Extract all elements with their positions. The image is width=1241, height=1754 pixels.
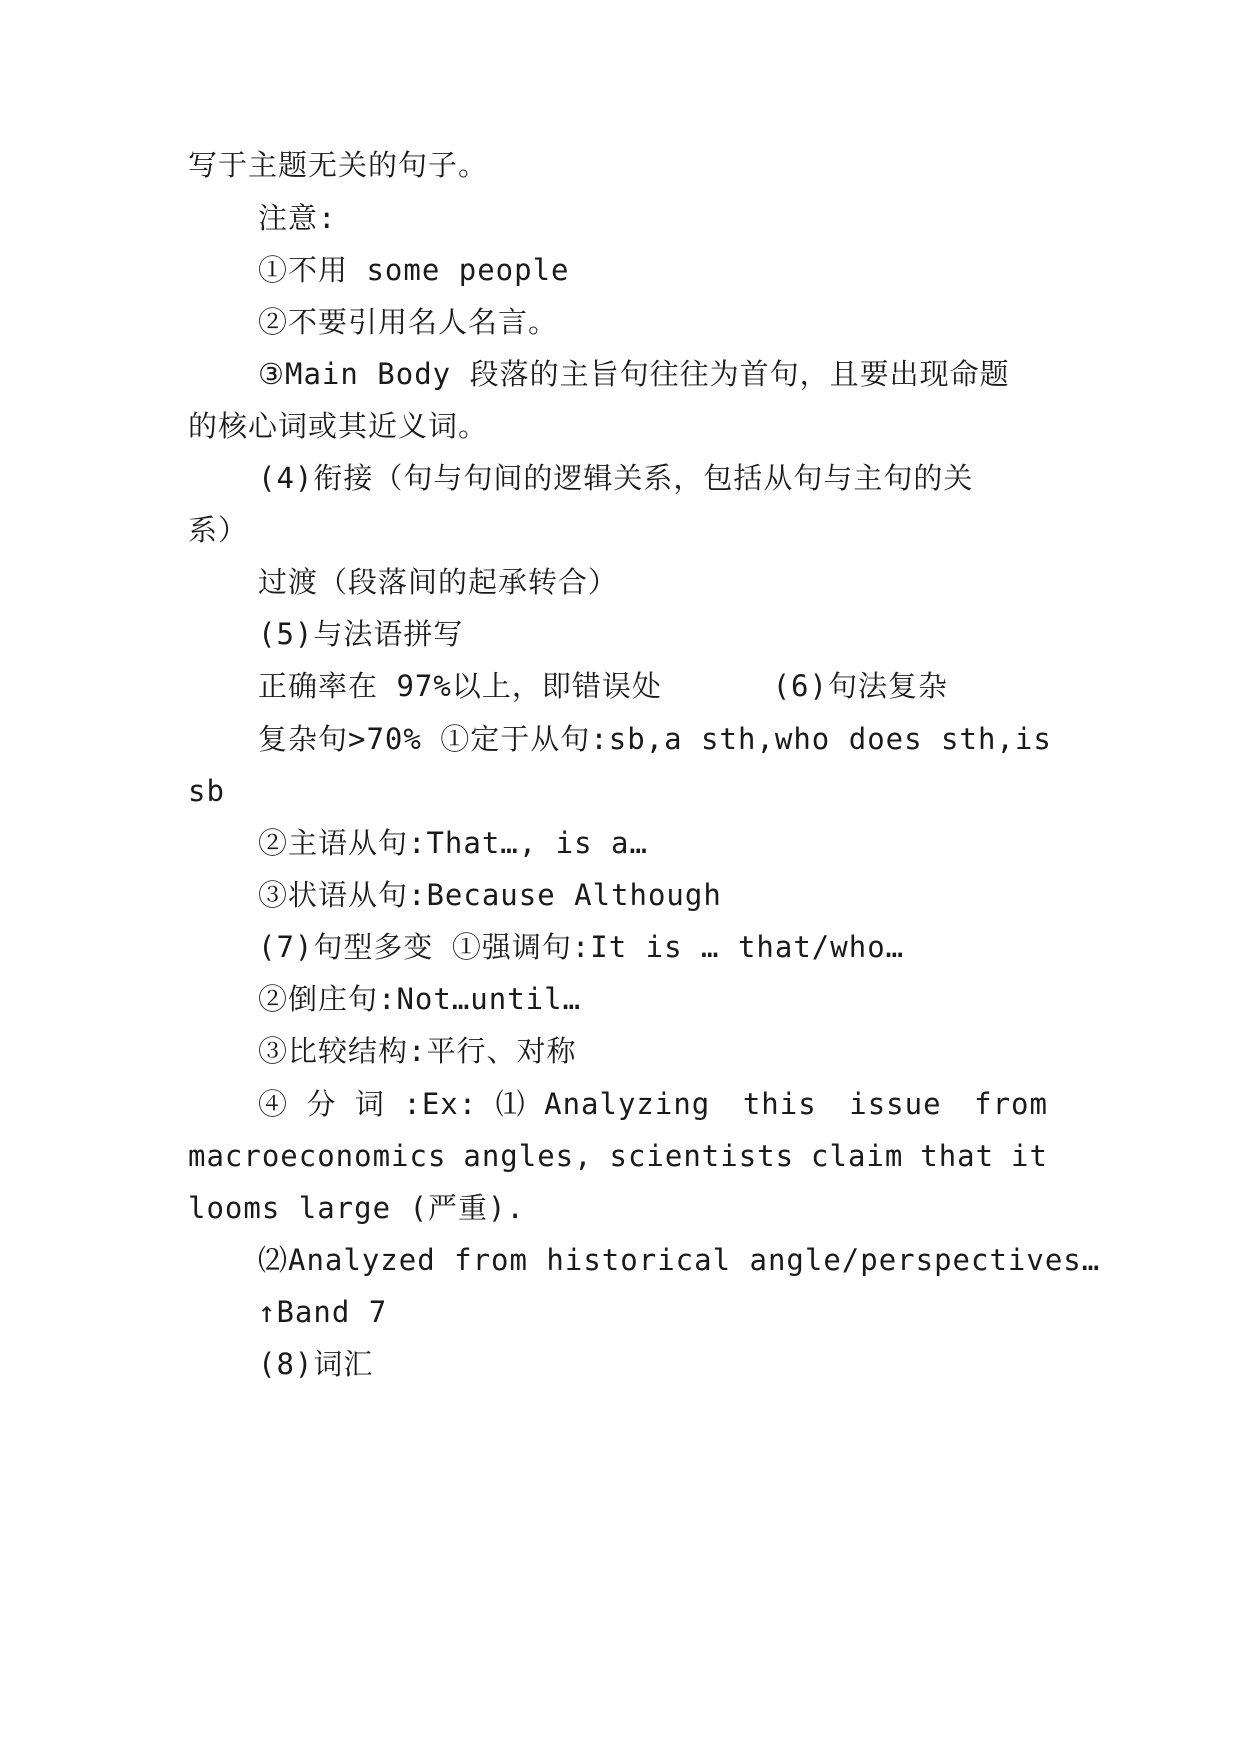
text-line: looms large (严重). [188, 1191, 525, 1225]
text-line: (5)与法语拼写 [258, 617, 464, 651]
text-line: ↑Band 7 [258, 1295, 388, 1329]
text-line: 正确率在 97%以上，即错误处 (6)句法复杂 [258, 669, 948, 703]
text-word: scientists [609, 1139, 795, 1173]
text-line: 写于主题无关的句子。 [188, 148, 489, 182]
text-line: ①不用 some people [258, 253, 570, 287]
text-word: ④ 分 词 :Ex: ⑴ Analyzing [258, 1087, 711, 1121]
text-line-justified [258, 1084, 1048, 1124]
text-word: from [974, 1087, 1048, 1121]
text-word: claim [811, 1139, 904, 1173]
text-word: angles, [463, 1139, 593, 1173]
text-line-justified [188, 1136, 1048, 1176]
text-line: 系） [188, 513, 249, 547]
text-word: issue [849, 1087, 942, 1121]
text-word: macroeconomics [188, 1139, 447, 1173]
text-line: 过渡（段落间的起承转合） [258, 565, 619, 599]
text-line: ③状语从句:Because Although [258, 878, 722, 912]
text-line: (7)句型多变 ①强调句:It is … that/who… [258, 930, 905, 964]
text-line: ②不要引用名人名言。 [258, 305, 559, 339]
text-line: (4)衔接（句与句间的逻辑关系，包括从句与主句的关 [258, 461, 974, 495]
text-line: ②倒庄句:Not…until… [258, 982, 582, 1016]
text-word: this [742, 1087, 817, 1121]
text-line: ③Main Body 段落的主旨句往往为首句，且要出现命题 [258, 357, 1010, 391]
text-word: that [920, 1139, 995, 1173]
text-line: 的核心词或其近义词。 [188, 409, 489, 443]
text-line: 注意: [258, 201, 337, 235]
text-line: ⑵Analyzed from historical angle/perspectives… [258, 1243, 1101, 1277]
text-line: ②主语从句:That…, is a… [258, 826, 648, 860]
text-word: it [1011, 1139, 1048, 1173]
text-line: sb [188, 774, 225, 808]
text-line: ③比较结构:平行、对称 [258, 1034, 577, 1068]
text-line: 复杂句>70% ①定于从句:sb,a sth,who does sth,is [258, 722, 1052, 756]
text-line: (8)词汇 [258, 1347, 374, 1381]
